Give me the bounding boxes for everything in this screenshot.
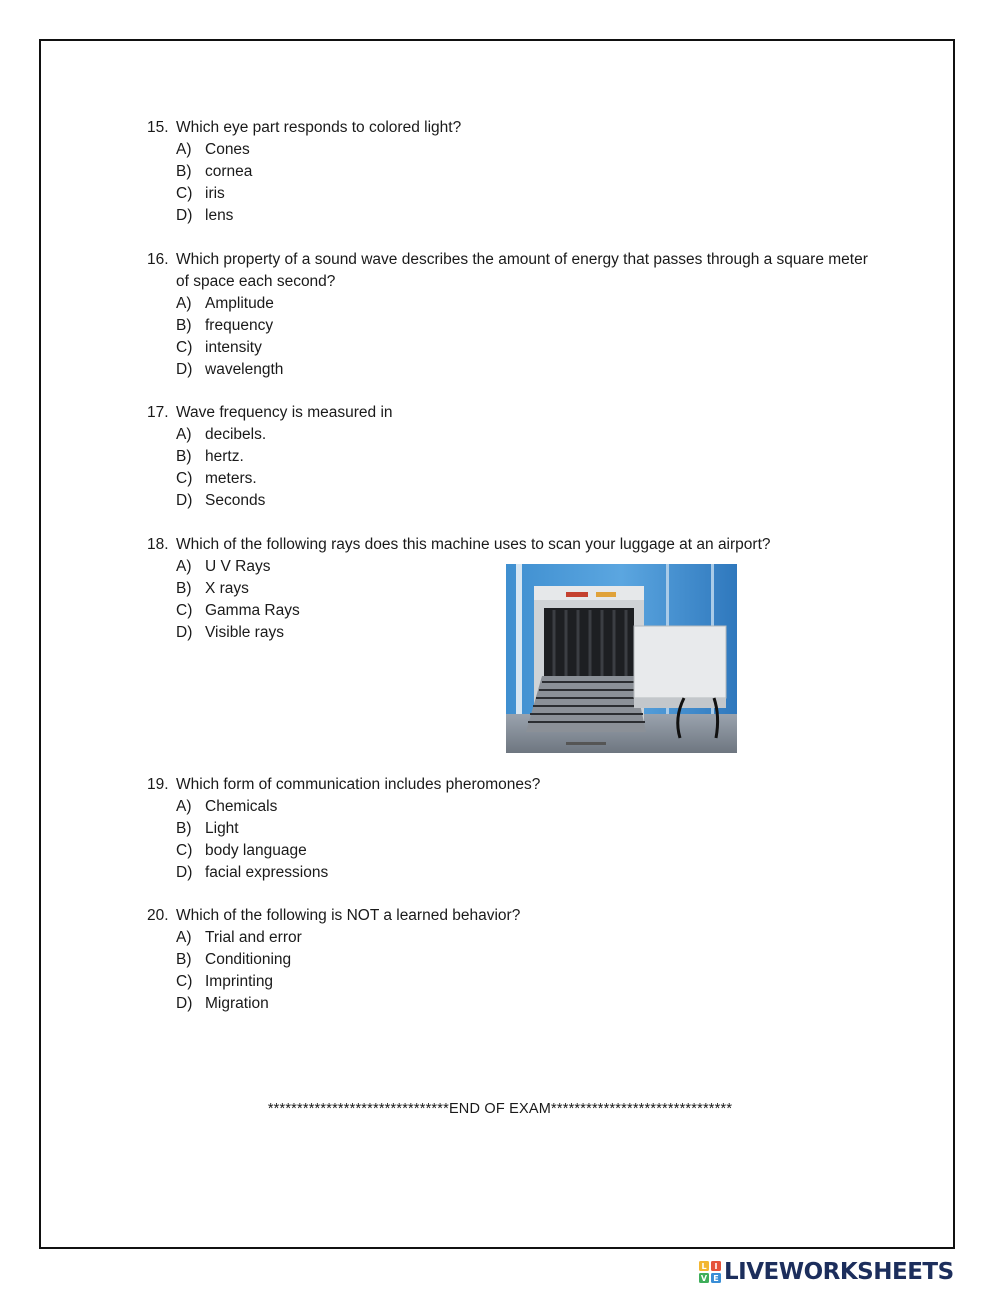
option-b[interactable] bbox=[176, 315, 876, 337]
option-c[interactable] bbox=[176, 840, 876, 862]
option-text: Gamma Rays bbox=[205, 602, 300, 619]
xray-scanner-photo bbox=[506, 564, 737, 753]
option-text: intensity bbox=[205, 339, 262, 356]
option-c[interactable] bbox=[176, 468, 876, 490]
question-text: Which of the following is NOT a learned behavior? bbox=[176, 907, 521, 924]
option-letter: C) bbox=[176, 339, 193, 356]
question-17 bbox=[147, 402, 876, 512]
option-letter: C) bbox=[176, 842, 193, 859]
option-a[interactable] bbox=[176, 796, 876, 818]
option-a[interactable] bbox=[176, 139, 876, 161]
option-letter: C) bbox=[176, 602, 193, 619]
option-text: meters. bbox=[205, 470, 257, 487]
svg-text:E: E bbox=[713, 1274, 719, 1283]
option-letter: B) bbox=[176, 317, 192, 334]
option-letter: A) bbox=[176, 295, 192, 312]
question-20 bbox=[147, 905, 876, 1015]
option-text: cornea bbox=[205, 163, 253, 180]
option-d[interactable] bbox=[176, 205, 876, 227]
option-d[interactable] bbox=[176, 359, 876, 381]
option-text: Amplitude bbox=[205, 295, 274, 312]
question-19 bbox=[147, 774, 876, 884]
option-letter: B) bbox=[176, 448, 192, 465]
option-letter: D) bbox=[176, 864, 193, 881]
option-letter: B) bbox=[176, 580, 192, 597]
option-a[interactable] bbox=[176, 424, 876, 446]
question-number: 20. bbox=[147, 907, 169, 924]
option-text: Light bbox=[205, 820, 239, 837]
option-letter: B) bbox=[176, 820, 192, 837]
option-b[interactable] bbox=[176, 818, 876, 840]
option-b[interactable] bbox=[176, 446, 876, 468]
option-text: facial expressions bbox=[205, 864, 329, 881]
question-number: 16. bbox=[147, 251, 169, 268]
svg-text:L: L bbox=[701, 1262, 707, 1271]
svg-text:I: I bbox=[714, 1262, 718, 1271]
option-b[interactable] bbox=[176, 949, 876, 971]
option-letter: B) bbox=[176, 163, 192, 180]
option-letter: D) bbox=[176, 492, 193, 509]
option-letter: D) bbox=[176, 624, 193, 641]
question-text: Which of the following rays does this machine uses to scan your luggage at an airport? bbox=[176, 536, 771, 553]
option-c[interactable] bbox=[176, 183, 876, 205]
option-a[interactable] bbox=[176, 293, 876, 315]
liveworksheets-logo-icon bbox=[699, 1261, 721, 1283]
option-text: iris bbox=[205, 185, 225, 202]
option-text: Trial and error bbox=[205, 929, 302, 946]
option-text: decibels. bbox=[205, 426, 267, 443]
option-text: Migration bbox=[205, 995, 269, 1012]
option-a[interactable] bbox=[176, 927, 876, 949]
option-text: Visible rays bbox=[205, 624, 284, 641]
option-d[interactable] bbox=[176, 862, 876, 884]
question-number: 17. bbox=[147, 404, 169, 421]
option-letter: C) bbox=[176, 973, 193, 990]
question-text: Which form of communication includes pheromones? bbox=[176, 776, 541, 793]
option-letter: A) bbox=[176, 141, 192, 158]
option-text: Cones bbox=[205, 141, 250, 158]
option-letter: A) bbox=[176, 798, 192, 815]
option-letter: A) bbox=[176, 558, 192, 575]
svg-text:V: V bbox=[700, 1274, 708, 1283]
option-letter: C) bbox=[176, 185, 193, 202]
question-number: 19. bbox=[147, 776, 169, 793]
liveworksheets-logo-text: LIVEWORKSHEETS bbox=[724, 1259, 954, 1285]
question-number: 15. bbox=[147, 119, 169, 136]
option-letter: C) bbox=[176, 470, 193, 487]
option-d[interactable] bbox=[176, 993, 876, 1015]
liveworksheets-logo[interactable] bbox=[699, 1259, 954, 1285]
option-text: lens bbox=[205, 207, 234, 224]
option-letter: D) bbox=[176, 207, 193, 224]
option-b[interactable] bbox=[176, 161, 876, 183]
option-text: Conditioning bbox=[205, 951, 292, 968]
option-letter: D) bbox=[176, 361, 193, 378]
question-text: Which eye part responds to colored light? bbox=[176, 119, 462, 136]
option-text: X rays bbox=[205, 580, 249, 597]
option-text: U V Rays bbox=[205, 558, 271, 575]
option-text: wavelength bbox=[205, 361, 284, 378]
option-letter: A) bbox=[176, 426, 192, 443]
option-text: hertz. bbox=[205, 448, 244, 465]
option-text: body language bbox=[205, 842, 307, 859]
option-letter: B) bbox=[176, 951, 192, 968]
option-c[interactable] bbox=[176, 971, 876, 993]
question-text: Which property of a sound wave describes the amount of energy that passes through a square meter of space each second? bbox=[176, 251, 868, 290]
option-text: frequency bbox=[205, 317, 274, 334]
option-letter: D) bbox=[176, 995, 193, 1012]
option-text: Chemicals bbox=[205, 798, 278, 815]
question-15 bbox=[147, 117, 876, 227]
question-number: 18. bbox=[147, 536, 169, 553]
option-c[interactable] bbox=[176, 337, 876, 359]
option-d[interactable] bbox=[176, 490, 876, 512]
option-text: Seconds bbox=[205, 492, 266, 509]
question-16 bbox=[147, 249, 876, 381]
option-text: Imprinting bbox=[205, 973, 274, 990]
end-of-exam-line: *******************************END OF EXAM******************************* bbox=[267, 1101, 733, 1117]
option-letter: A) bbox=[176, 929, 192, 946]
question-text: Wave frequency is measured in bbox=[176, 404, 393, 421]
